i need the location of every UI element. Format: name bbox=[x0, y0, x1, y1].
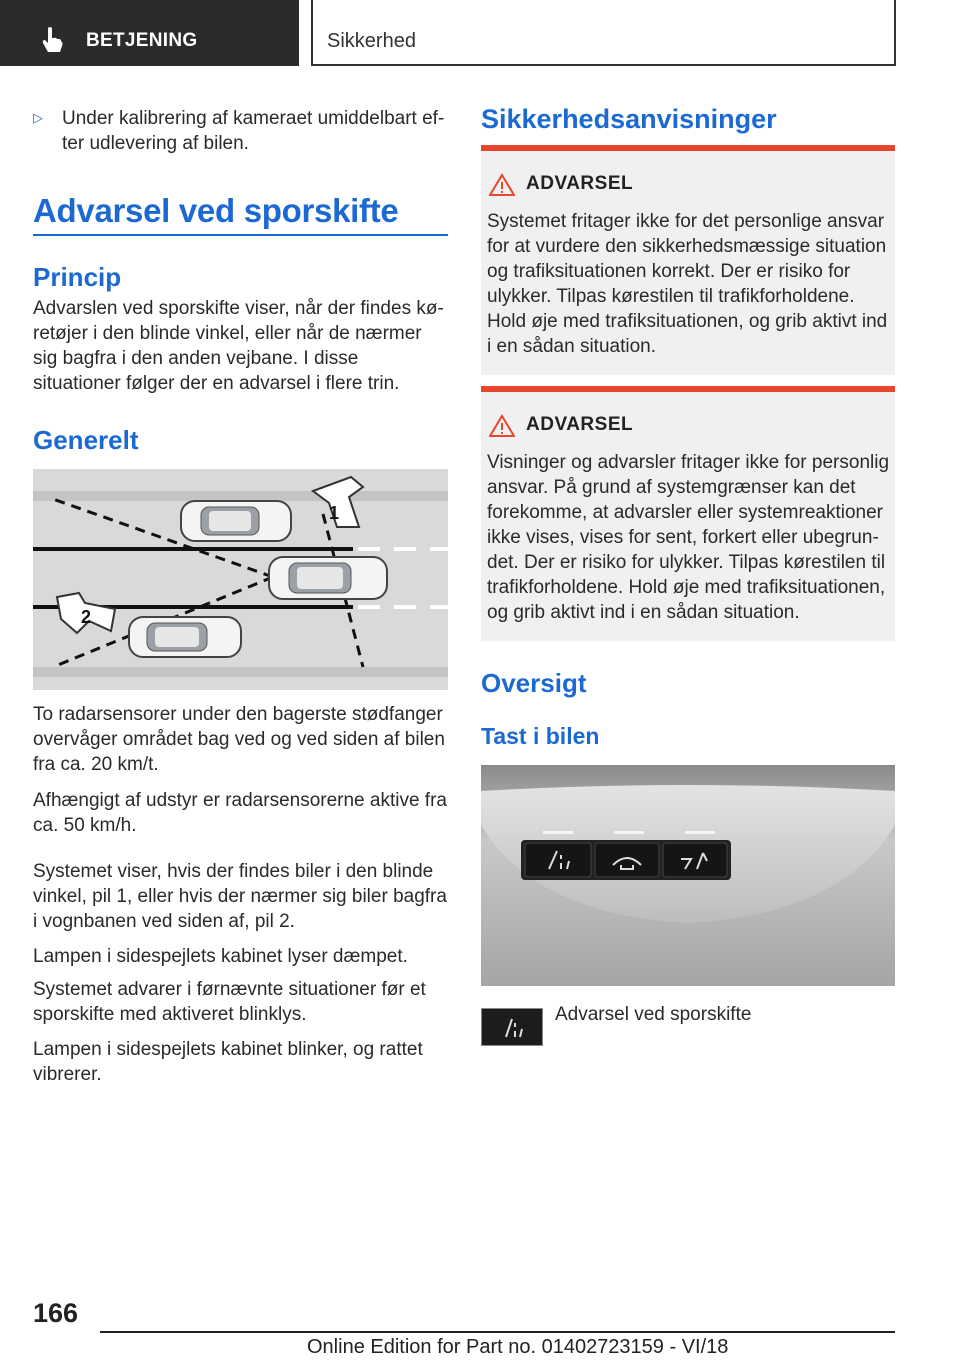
general-paragraph-2: Afhængigt af udstyr er radarsensorerne aktive fra ca. 50 km/h. bbox=[33, 790, 447, 836]
warning-box-1 bbox=[481, 145, 895, 375]
principle-heading: Princip bbox=[33, 262, 122, 292]
safety-heading: Sikkerhedsanvisninger bbox=[481, 104, 777, 134]
section-title: BETJENING bbox=[86, 30, 198, 51]
general-paragraph-6: Lampen i sidespejlets kabinet blinker, og rattet vibrerer. bbox=[33, 1039, 423, 1085]
header-chapter-tab bbox=[311, 0, 896, 66]
section-rule bbox=[33, 234, 448, 236]
warning-box-2 bbox=[481, 386, 895, 641]
warning-triangle-icon bbox=[489, 414, 515, 438]
warning-triangle-icon bbox=[489, 173, 515, 197]
car-top bbox=[181, 501, 291, 541]
chapter-title: Sikkerhed bbox=[327, 30, 416, 52]
page-number: 166 bbox=[33, 1298, 79, 1328]
lane-change-warning-icon bbox=[506, 1019, 522, 1037]
footer-rule bbox=[100, 1331, 895, 1333]
header-section-tab bbox=[0, 0, 299, 66]
hand-pointer-icon bbox=[40, 26, 64, 54]
bullet-triangle-icon: ▷ bbox=[33, 110, 43, 125]
general-paragraph-4: Lampen i sidespejlets kabinet lyser dæmpet. bbox=[33, 946, 408, 967]
car-own bbox=[269, 557, 387, 599]
overview-heading: Oversigt bbox=[481, 668, 587, 698]
blind-spot-diagram bbox=[33, 469, 448, 690]
bullet-text: Under kalibrering af kameraet umiddelbart efter udlevering af bilen. bbox=[62, 108, 445, 154]
general-heading: Generelt bbox=[33, 425, 139, 455]
car-bottom bbox=[129, 617, 241, 657]
warning-text-2: Visninger og advarsler fritager ikke for personlig ansvar. På grund af systemgrænser kan det forekomme, at advarsler eller systemreaktioner ikke vises, vises for sent, forkert eller ubegrundet. Der er risiko for ulykker. Tilpas kørestilen til trafikforholdene. Hold øje med trafiksituationen, og grib aktivt ind i en sådan situation. bbox=[487, 452, 890, 623]
lane-change-button-legend-icon bbox=[481, 1008, 543, 1046]
button-panel-photo bbox=[481, 765, 895, 986]
svg-text:1: 1 bbox=[329, 503, 340, 523]
general-paragraph-3: Systemet viser, hvis der findes biler i den blinde vinkel, pil 1, eller hvis der nærmer sig biler bagfra i vognbanen ved siden af, pil 2. bbox=[33, 861, 447, 932]
general-paragraph-1: To radarsensorer under den bagerste stødfanger overvåger området bag ved og ved siden af bilen fra ca. 20 km/t. bbox=[33, 704, 445, 775]
section-heading: Advarsel ved sporskifte bbox=[33, 192, 399, 229]
general-paragraph-5: Systemet advarer i førnævnte situationer før et sporskifte med aktiveret blinklys. bbox=[33, 979, 426, 1025]
button-legend-text: Advarsel ved sporskifte bbox=[555, 1004, 752, 1025]
warning-label-2: ADVARSEL bbox=[526, 414, 634, 435]
svg-text:2: 2 bbox=[81, 607, 92, 627]
warning-text-1: Systemet fritager ikke for det personlige ansvar for at vurdere den sikkerhedsmæssige situation og trafiksituationen korrekt. Der er risiko for ulykker. Tilpas kørestilen til trafikforholdene. Hold øje med trafiksituationen, og grib aktivt ind i en sådan situation. bbox=[487, 211, 888, 357]
button-in-car-heading: Tast i bilen bbox=[481, 723, 600, 749]
calibration-bullet bbox=[33, 106, 448, 156]
principle-text: Advarslen ved sporskifte viser, når der findes køretøjer i den blinde vinkel, eller når de nærmer sig bagfra i den anden vejbane. I disse situationer følger der en advarsel i flere trin. bbox=[33, 298, 444, 394]
footer-edition: Online Edition for Part no. 01402723159 - VI/18 bbox=[307, 1336, 729, 1358]
warning-label-1: ADVARSEL bbox=[526, 173, 634, 194]
